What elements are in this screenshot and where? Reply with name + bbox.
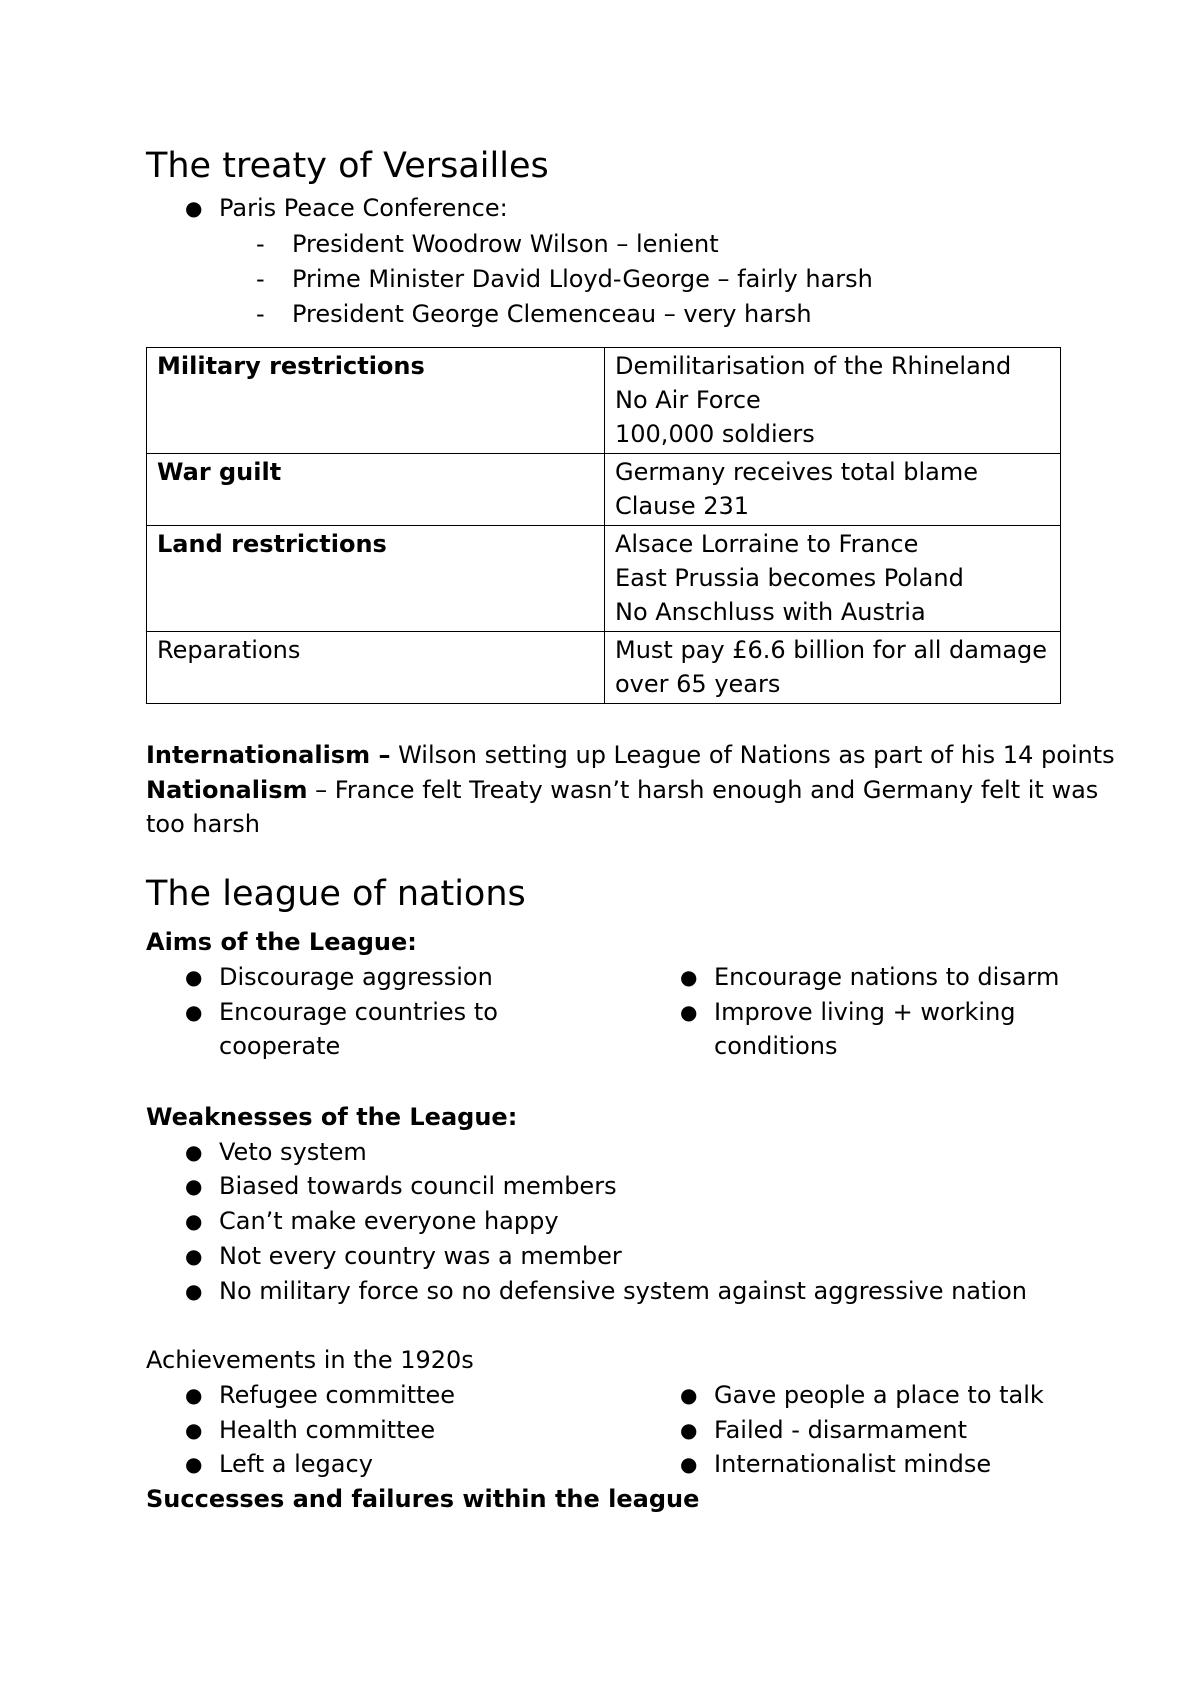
successes-heading: Successes and failures within the league [146,1485,700,1513]
bullet-icon: ● [185,1452,203,1476]
list-item [680,1447,992,1481]
bullet-icon: ● [185,1383,203,1407]
bullet-icon: ● [680,1452,698,1476]
weakness-text: Can’t make everyone happy [219,1207,559,1235]
list-item [185,1169,617,1203]
detail-line: Clause 231 [615,492,750,520]
table-row [147,348,1061,454]
list-item [256,262,873,296]
detail-line: Must pay £6.6 billion for all damage [615,636,1048,664]
detail-line: No Air Force [615,386,761,414]
aim-text: Discourage aggression [219,963,493,991]
bullet-icon: ● [680,1418,698,1442]
list-item [680,1413,967,1447]
detail-line: Alsace Lorraine to France [615,530,919,558]
list-item [185,1239,622,1273]
list-item [185,1413,436,1447]
leader-text: Prime Minister David Lloyd-George – fairly harsh [292,265,873,293]
bullet-icon: ● [185,1279,203,1303]
table-row [147,454,1061,526]
section-title-treaty: The treaty of Versailles [146,146,549,186]
list-item-continuation [219,1029,340,1063]
table-cell-term: War guilt [147,454,605,526]
aim-text: Encourage countries to [219,998,498,1026]
aim-text: cooperate [219,1032,341,1060]
dash-icon: - [256,300,265,328]
achievement-text: Internationalist mindse [714,1450,992,1478]
list-item [185,1135,367,1169]
detail-line: 100,000 soldiers [615,420,815,448]
leader-text: President Woodrow Wilson – lenient [292,230,719,258]
achievement-text: Left a legacy [219,1450,373,1478]
detail-line: over 65 years [615,670,781,698]
list-item-continuation [714,1029,837,1063]
bullet-icon: ● [680,965,698,989]
list-item [185,1204,559,1238]
bullet-icon: ● [185,1244,203,1268]
aim-text: conditions [714,1032,838,1060]
weakness-text: Veto system [219,1138,367,1166]
list-item [680,960,1060,994]
bullet-icon: ● [185,1000,203,1024]
leader-text: President George Clemenceau – very harsh [292,300,812,328]
bullet-icon: ● [185,196,203,220]
bullet-icon: ● [185,1140,203,1164]
weakness-text: Not every country was a member [219,1242,622,1270]
treaty-table [146,347,1061,704]
table-cell-detail [605,454,1061,526]
achievement-text: Health committee [219,1416,436,1444]
table-row [147,632,1061,704]
internationalism-text: Wilson setting up League of Nations as part of his 14 points [390,741,1115,769]
bullet-icon: ● [185,1174,203,1198]
bullet-icon: ● [185,965,203,989]
table-cell-detail [605,348,1061,454]
weakness-text: No military force so no defensive system against aggressive nation [219,1277,1027,1305]
achievement-text: Failed - disarmament [714,1416,967,1444]
aim-text: Encourage nations to disarm [714,963,1060,991]
list-item [185,1274,1027,1308]
list-item [185,1447,373,1481]
list-item [680,995,1016,1029]
achievement-text: Gave people a place to talk [714,1381,1044,1409]
bullet-icon: ● [680,1383,698,1407]
detail-line: East Prussia becomes Poland [615,564,964,592]
detail-line: Demilitarisation of the Rhineland [615,352,1012,380]
achievements-heading: Achievements in the 1920s [146,1346,474,1374]
nationalism-text: – France felt Treaty wasn’t harsh enough and Germany felt it was [307,776,1099,804]
nationalism-paragraph [146,773,1098,807]
internationalism-term: Internationalism – [146,741,391,769]
table-cell-term: Reparations [147,632,605,704]
bullet-icon: ● [680,1000,698,1024]
list-item [185,191,508,225]
bullet-icon: ● [185,1418,203,1442]
nationalism-term: Nationalism [146,776,308,804]
detail-line: No Anschluss with Austria [615,598,926,626]
internationalism-paragraph [146,738,1115,772]
bullet-text: Paris Peace Conference: [219,194,508,222]
nationalism-continuation: too harsh [146,810,260,838]
achievement-text: Refugee committee [219,1381,456,1409]
table-cell-detail [605,526,1061,632]
dash-icon: - [256,230,265,258]
list-item [185,960,493,994]
list-item [256,297,812,331]
weakness-text: Biased towards council members [219,1172,617,1200]
list-item [256,227,719,261]
list-item [680,1378,1044,1412]
weaknesses-heading: Weaknesses of the League: [146,1103,518,1131]
table-cell-detail [605,632,1061,704]
list-item [185,1378,456,1412]
aims-heading: Aims of the League: [146,928,417,956]
aim-text: Improve living + working [714,998,1016,1026]
bullet-icon: ● [185,1209,203,1233]
detail-line: Germany receives total blame [615,458,979,486]
table-cell-term: Military restrictions [147,348,605,454]
table-row [147,526,1061,632]
table-cell-term: Land restrictions [147,526,605,632]
list-item [185,995,498,1029]
section-title-league: The league of nations [146,874,526,914]
dash-icon: - [256,265,265,293]
